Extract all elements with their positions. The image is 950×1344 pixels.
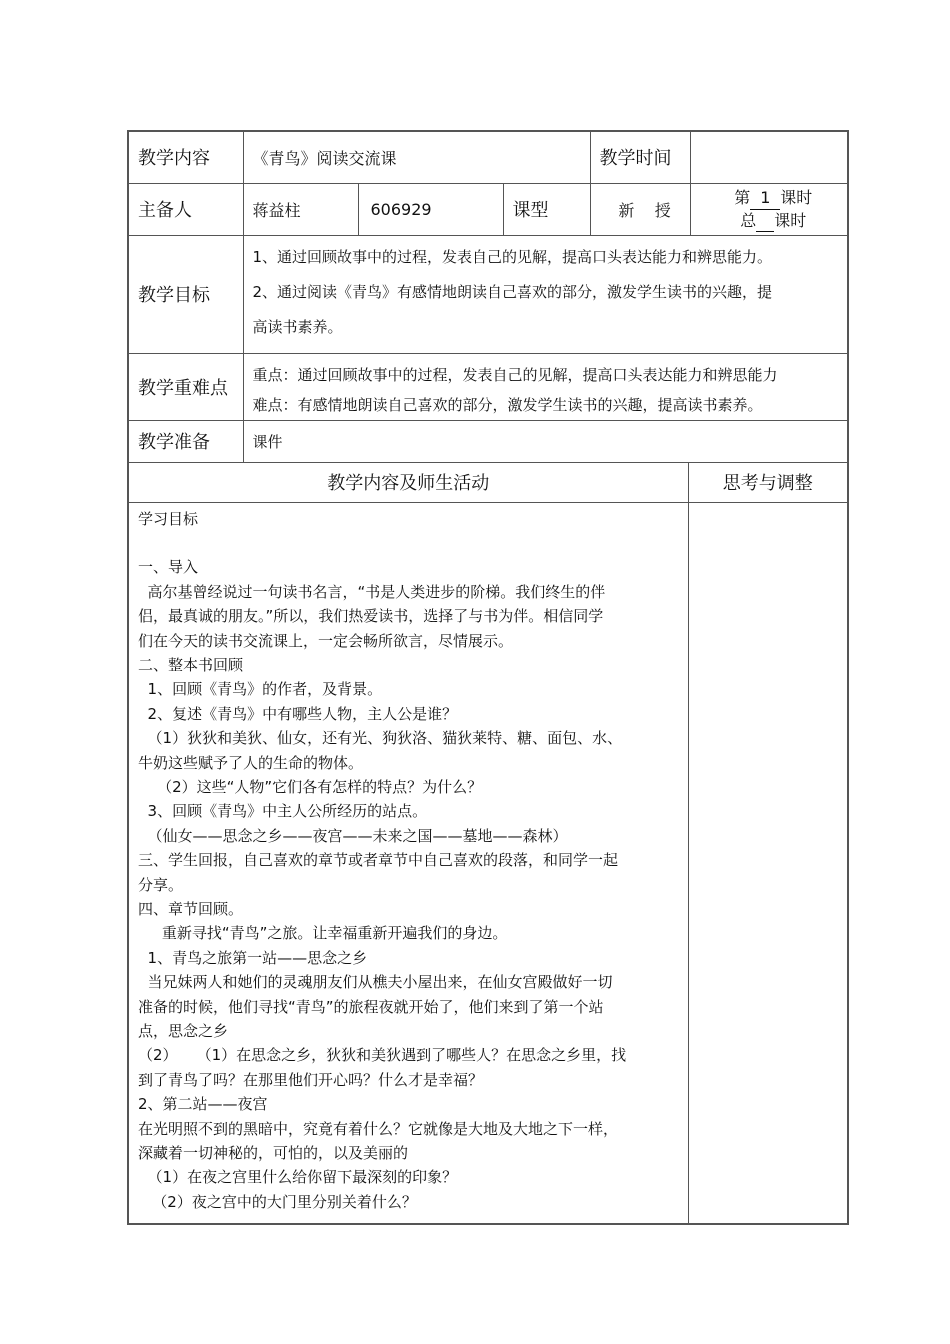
objective-line: 1、通过回顾故事中的过程，发表自己的见解，提高口头表达能力和辨思能力。 bbox=[252, 247, 773, 266]
total-prefix: 总 bbox=[740, 210, 757, 230]
adjustment-header: 思考与调整 bbox=[688, 462, 848, 502]
period-suffix: 课时 bbox=[780, 187, 813, 207]
row-keypoints bbox=[128, 353, 848, 420]
activity-line: 牛奶这些赋予了人的生命的物体。 bbox=[138, 753, 364, 772]
activity-line: 侣，最真诚的朋友。”所以，我们热爱读书，选择了与书为伴。相信同学 bbox=[138, 607, 604, 626]
activities-body bbox=[128, 502, 688, 1224]
activity-line: 重新寻找“青鸟”之旅。让幸福重新开遍我们的身边。 bbox=[138, 924, 508, 943]
period-prefix: 第 bbox=[734, 187, 751, 207]
activity-line: 到了青鸟了吗？在那里他们开心吗？什么才是幸福？ bbox=[138, 1070, 484, 1089]
preparer-name: 蒋益柱 bbox=[243, 183, 358, 235]
keypoint-line: 重点：通过回顾故事中的过程，发表自己的见解，提高口头表达能力和辨思能力 bbox=[252, 365, 778, 384]
row-content bbox=[128, 131, 848, 183]
activity-line: 深藏着一切神秘的，可怕的，以及美丽的 bbox=[138, 1144, 409, 1163]
activity-line: （仙女——思念之乡——夜宫——未来之国——墓地——森林） bbox=[138, 826, 568, 845]
adjustment-body bbox=[688, 502, 848, 1224]
total-number bbox=[756, 213, 774, 232]
period-cell bbox=[690, 183, 848, 235]
activity-line: 点，思念之乡 bbox=[138, 1022, 229, 1041]
activity-line: 四、章节回顾。 bbox=[138, 900, 244, 918]
activity-line: 一、导入 bbox=[138, 558, 199, 577]
preparer-label: 主备人 bbox=[128, 183, 243, 235]
activity-line: 2、第二站——夜宫 bbox=[138, 1095, 268, 1114]
type-value: 新 授 bbox=[590, 183, 690, 235]
activity-line: （2）这些“人物”它们各有怎样的特点？为什么？ bbox=[138, 777, 483, 796]
activity-line: （1）在夜之宫里什么给你留下最深刻的印象？ bbox=[138, 1168, 458, 1187]
activity-line: 们在今天的读书交流课上，一定会畅所欲言，尽情展示。 bbox=[138, 631, 514, 650]
keypoints-text bbox=[243, 353, 848, 420]
objectives-label: 教学目标 bbox=[128, 235, 243, 353]
activity-line: 在光明照不到的黑暗中，究竟有着什么？它就像是大地及大地之下一样， bbox=[138, 1119, 619, 1138]
activity-line: （1）狄狄和美狄、仙女，还有光、狗狄洛、猫狄莱特、糖、面包、水、 bbox=[138, 729, 623, 748]
activity-line: 分享。 bbox=[138, 875, 184, 894]
activity-line: 1、回顾《青鸟》的作者，及背景。 bbox=[138, 680, 383, 699]
activity-line: 3、回顾《青鸟》中主人公所经历的站点。 bbox=[138, 802, 428, 821]
objective-line: 高读书素养。 bbox=[252, 317, 343, 336]
content-value: 《青鸟》阅读交流课 bbox=[243, 131, 590, 183]
row-objectives bbox=[128, 235, 848, 353]
activity-line: 2、复述《青鸟》中有哪些人物，主人公是谁？ bbox=[138, 704, 458, 723]
type-label: 课型 bbox=[503, 183, 590, 235]
content-label: 教学内容 bbox=[128, 131, 243, 183]
row-activities-body bbox=[128, 502, 848, 1224]
activity-line: 三、学生回报，自己喜欢的章节或者章节中自己喜欢的段落，和同学一起 bbox=[138, 851, 619, 870]
row-preparation bbox=[128, 420, 848, 462]
preparation-value: 课件 bbox=[243, 420, 848, 462]
activity-line: 学习目标 bbox=[138, 509, 199, 528]
activities-header: 教学内容及师生活动 bbox=[128, 462, 688, 502]
objective-line: 2、通过阅读《青鸟》有感情地朗读自己喜欢的部分，激发学生读书的兴趣，提 bbox=[252, 282, 773, 301]
preparation-label: 教学准备 bbox=[128, 420, 243, 462]
activity-line: 高尔基曾经说过一句读书名言，“书是人类进步的阶梯。我们终生的伴 bbox=[138, 582, 606, 601]
activity-line: （2） （1）在思念之乡，狄狄和美狄遇到了哪些人？在思念之乡里，找 bbox=[138, 1046, 627, 1065]
keypoints-label: 教学重难点 bbox=[128, 353, 243, 420]
activity-line: 当兄妹两人和她们的灵魂朋友们从樵夫小屋出来，在仙女宫殿做好一切 bbox=[138, 973, 613, 992]
total-suffix: 课时 bbox=[774, 210, 807, 230]
activity-line: 1、青鸟之旅第一站——思念之乡 bbox=[138, 948, 368, 967]
preparer-id: 606929 bbox=[358, 183, 503, 235]
lesson-plan-table bbox=[127, 130, 849, 1225]
activity-line bbox=[138, 531, 682, 555]
keypoint-line: 难点：有感情地朗读自己喜欢的部分，激发学生读书的兴趣，提高读书素养。 bbox=[252, 395, 763, 414]
row-preparer bbox=[128, 183, 848, 235]
time-label: 教学时间 bbox=[590, 131, 690, 183]
row-activities-header bbox=[128, 462, 848, 502]
activity-line: （2）夜之宫中的大门里分别关着什么？ bbox=[138, 1192, 417, 1211]
lesson-plan-sheet bbox=[127, 130, 847, 1225]
activity-line: 二、整本书回顾 bbox=[138, 655, 244, 674]
activity-line: 准备的时候，他们寻找“青鸟”的旅程夜就开始了，他们来到了第一个站 bbox=[138, 997, 604, 1016]
objectives-text bbox=[243, 235, 848, 353]
time-value bbox=[690, 131, 848, 183]
period-number: 1 bbox=[750, 187, 780, 210]
